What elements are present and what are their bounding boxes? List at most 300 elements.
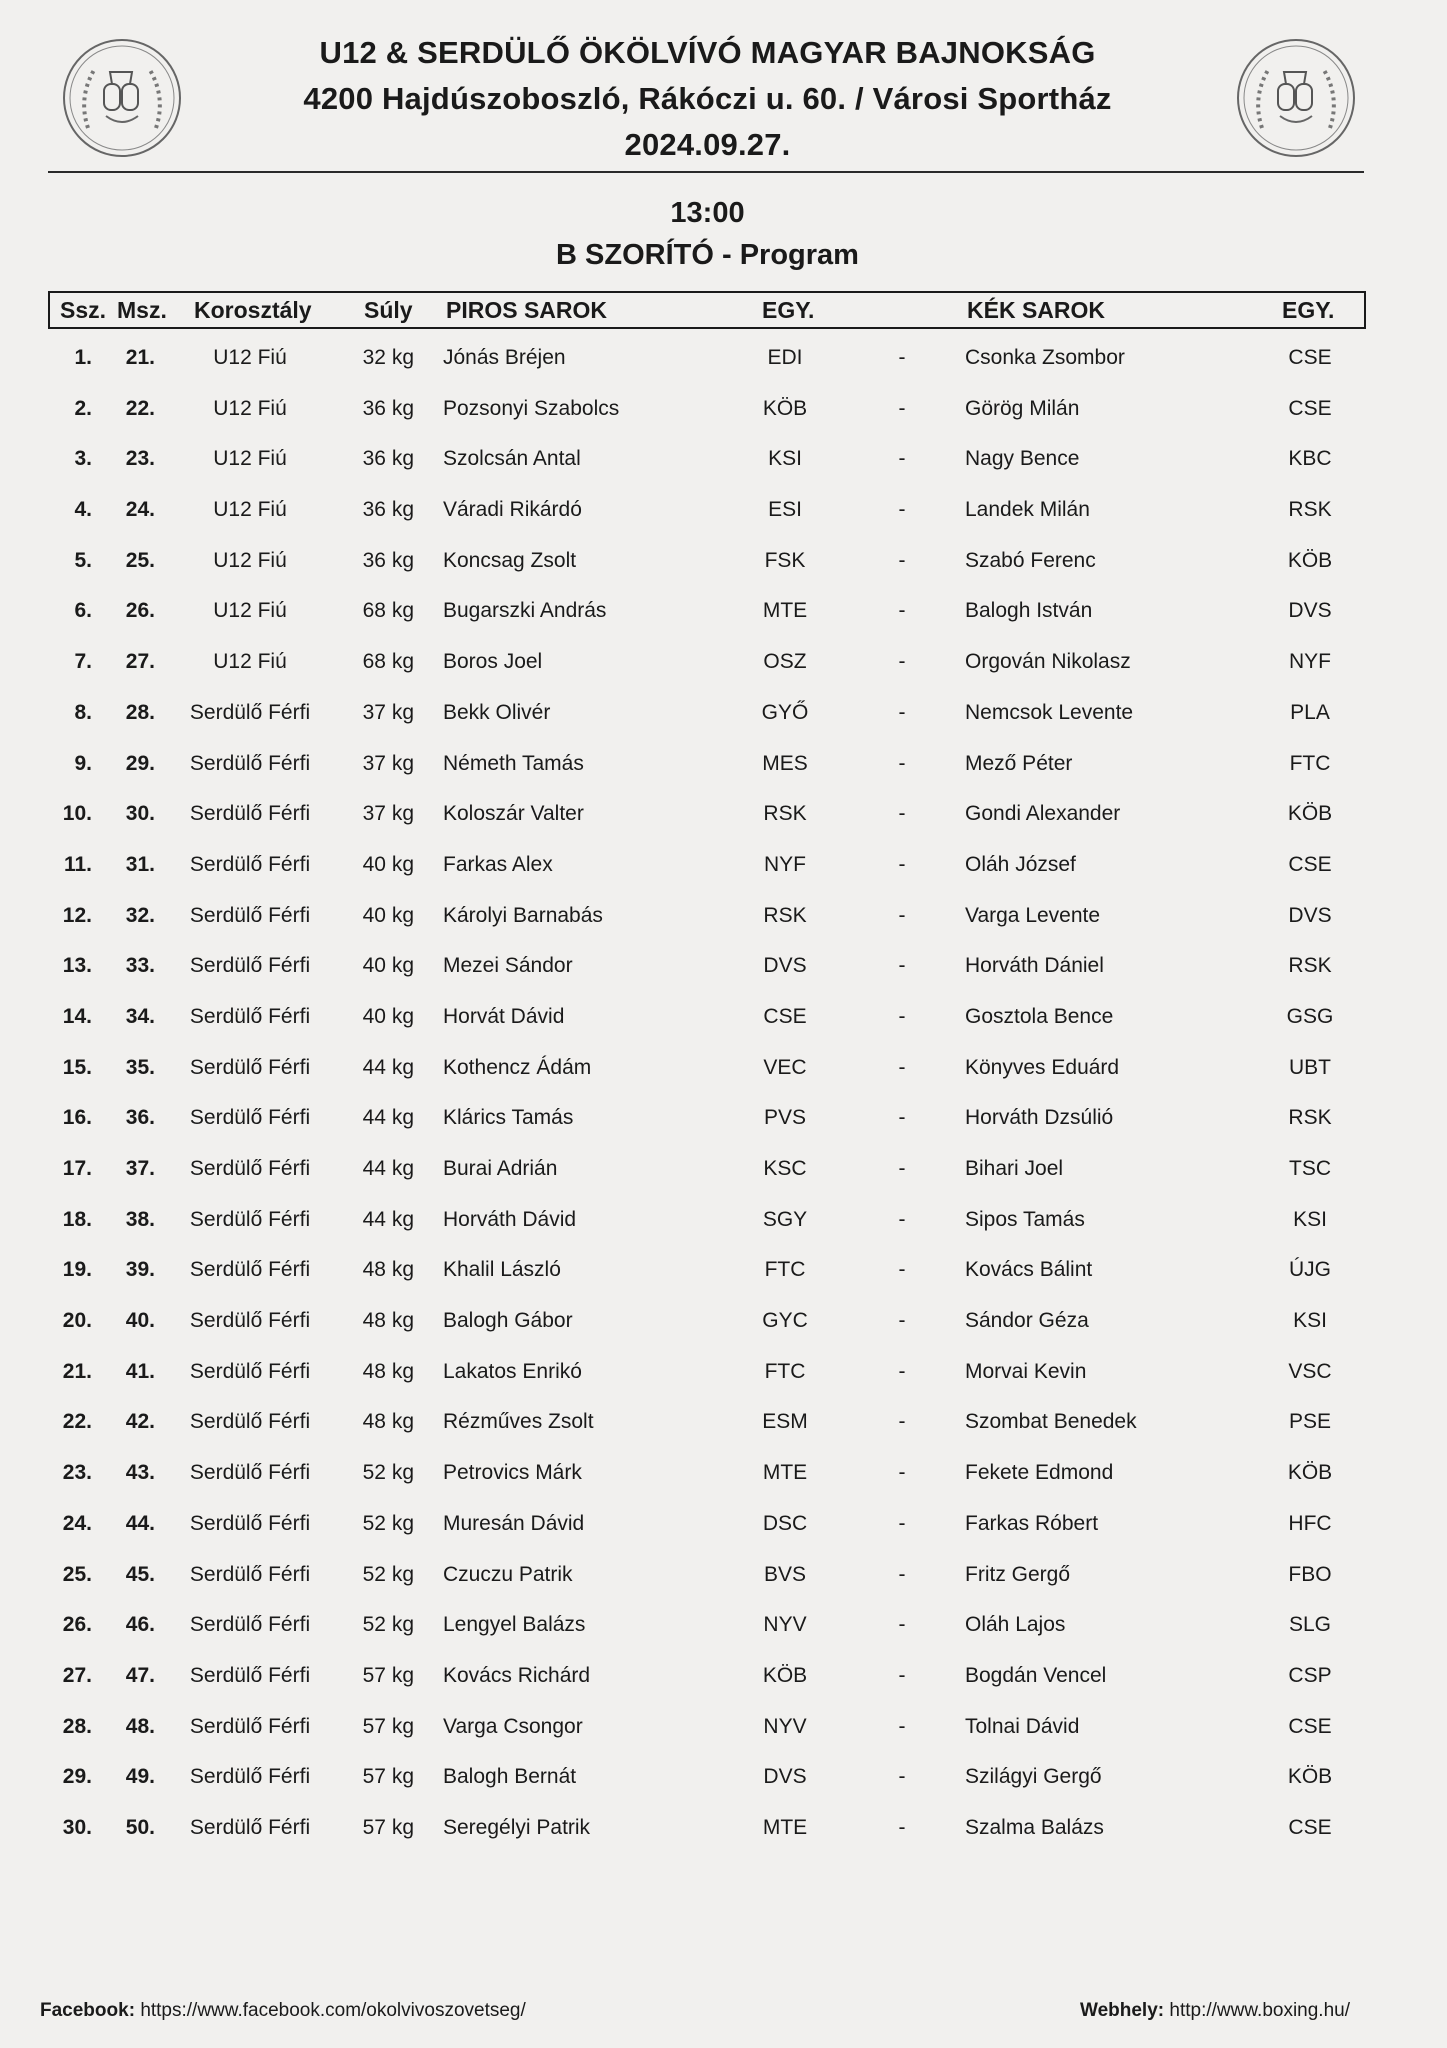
match-number: 41. [125,1359,155,1383]
bout-row [0,1296,1447,1347]
championship-title: U12 & SERDÜLŐ ÖKÖLVÍVÓ MAGYAR BAJNOKSÁG [319,35,1096,70]
match-number: 24. [125,498,155,522]
weight-class: 40 kg [362,852,414,876]
red-corner-boxer: Szolcsán Antal [443,447,581,471]
bout-list [0,333,1447,1854]
bout-row [0,1397,1447,1448]
age-group: Serdülő Férfi [189,1055,311,1079]
weight-class: 32 kg [362,346,414,369]
bout-number: 23. [62,1461,92,1485]
versus-separator: - [898,548,906,572]
weight-class: 52 kg [362,1511,414,1535]
weight-class: 44 kg [362,1157,414,1180]
weight-class: 44 kg [362,1106,414,1130]
bout-row [0,992,1447,1043]
bout-number: 7. [74,650,92,674]
versus-separator: - [898,700,906,724]
bout-number: 11. [63,852,92,876]
versus-separator: - [898,751,906,775]
red-corner-boxer: Koncsag Zsolt [443,548,577,572]
red-corner-club: KSI [768,447,802,471]
weight-class: 40 kg [362,903,414,927]
bout-number: 20. [62,1309,92,1333]
match-number: 48. [125,1714,155,1738]
col-msz: Msz. [117,297,167,323]
bout-number: 15. [62,1055,92,1079]
weight-class: 37 kg [362,700,414,724]
red-corner-boxer: Lengyel Balázs [443,1613,586,1637]
match-number: 33. [125,954,155,978]
versus-separator: - [898,1663,906,1687]
bout-number: 29. [62,1765,92,1789]
versus-separator: - [898,852,906,876]
weight-class: 48 kg [362,1258,414,1282]
bout-row [0,1651,1447,1702]
blue-corner-club: KÖB [1287,548,1333,572]
red-corner-boxer: Jónás Bréjen [443,346,566,369]
bout-number: 28. [62,1714,92,1738]
red-corner-boxer: Bekk Olivér [443,700,551,724]
weight-class: 57 kg [362,1663,414,1687]
blue-corner-club: KÖB [1287,1765,1333,1789]
red-corner-club: MTE [762,1815,808,1839]
red-corner-boxer: Kovács Richárd [443,1663,591,1687]
match-number: 38. [125,1207,155,1231]
blue-corner-club: KBC [1288,447,1332,471]
red-corner-boxer: Bugarszki András [443,599,607,623]
age-group: Serdülő Férfi [189,1410,311,1434]
age-group: Serdülő Férfi [189,1309,311,1333]
bout-row [0,1347,1447,1398]
red-corner-boxer: Burai Adrián [443,1157,558,1180]
blue-corner-boxer: Szombat Benedek [965,1410,1137,1434]
federation-seal-icon [60,36,184,160]
bout-row [0,1600,1447,1651]
blue-corner-boxer: Szabó Ferenc [965,548,1096,572]
blue-corner-boxer: Varga Levente [965,903,1101,927]
red-corner-boxer: Seregélyi Patrik [443,1815,591,1839]
red-corner-boxer: Horváth Dávid [443,1207,577,1231]
red-corner-boxer: Varga Csongor [443,1714,583,1738]
blue-corner-boxer: Oláh Lajos [965,1613,1066,1637]
match-number: 30. [125,802,155,826]
versus-separator: - [898,1815,906,1839]
versus-separator: - [898,498,906,522]
red-corner-boxer: Farkas Alex [443,852,553,876]
age-group: Serdülő Férfi [189,903,311,927]
red-corner-club: KÖB [762,396,808,420]
bout-number: 10. [62,802,92,826]
bout-number: 1. [74,346,92,369]
versus-separator: - [898,650,906,674]
match-number: 50. [125,1815,155,1839]
versus-separator: - [898,1461,906,1485]
red-corner-club: BVS [763,1562,807,1586]
blue-corner-club: CSE [1288,852,1332,876]
red-corner-club: MES [762,751,808,775]
blue-corner-boxer: Szilágyi Gergő [965,1765,1102,1789]
age-group: Serdülő Férfi [189,1258,311,1282]
match-number: 25. [125,548,155,572]
blue-corner-boxer: Fekete Edmond [965,1461,1114,1485]
match-number: 36. [125,1106,155,1130]
weight-class: 68 kg [362,599,414,623]
match-number: 47. [125,1663,155,1687]
versus-separator: - [898,1511,906,1535]
bout-row [0,1043,1447,1094]
bout-number: 2. [74,396,92,420]
red-corner-club: NYV [763,1714,807,1738]
bout-row [0,1550,1447,1601]
red-corner-boxer: Németh Tamás [443,751,584,775]
red-corner-club: KÖB [762,1663,808,1687]
blue-corner-club: CSE [1288,346,1332,369]
facebook-label: Facebook: [40,2000,136,2021]
red-corner-boxer: Károlyi Barnabás [443,903,603,927]
match-number: 28. [125,700,155,724]
red-corner-club: OSZ [763,650,807,674]
blue-corner-boxer: Orgován Nikolasz [965,650,1131,674]
match-number: 37. [125,1157,155,1180]
age-group: U12 Fiú [213,599,287,623]
col-age: Korosztály [194,297,312,323]
blue-corner-club: DVS [1288,599,1332,623]
versus-separator: - [898,447,906,471]
federation-seal-icon [1234,36,1358,160]
match-number: 44. [125,1511,155,1535]
blue-corner-boxer: Kovács Bálint [965,1258,1093,1282]
bout-row [0,840,1447,891]
versus-separator: - [898,346,906,369]
red-corner-club: FTC [764,1258,806,1282]
weight-class: 57 kg [362,1815,414,1839]
weight-class: 40 kg [362,1004,414,1028]
bout-number: 19. [62,1258,92,1282]
age-group: Serdülő Férfi [189,1461,311,1485]
bout-row [0,1195,1447,1246]
blue-corner-club: CSE [1288,1815,1332,1839]
bout-number: 30. [62,1815,92,1839]
footer-website [1080,2000,1350,2022]
blue-corner-boxer: Nemcsok Levente [965,700,1134,724]
bout-row [0,485,1447,536]
blue-corner-club: PSE [1288,1410,1332,1434]
red-corner-club: FSK [764,548,806,572]
bout-row [0,688,1447,739]
red-corner-boxer: Horvát Dávid [443,1004,565,1028]
versus-separator: - [898,396,906,420]
age-group: U12 Fiú [213,396,287,420]
blue-corner-boxer: Nagy Bence [965,447,1080,471]
versus-separator: - [898,1613,906,1637]
age-group: Serdülő Férfi [189,852,311,876]
red-corner-boxer: Lakatos Enrikó [443,1359,582,1383]
red-corner-club: RSK [763,903,807,927]
match-number: 22. [125,396,155,420]
blue-corner-club: CSE [1288,396,1332,420]
match-number: 39. [125,1258,155,1282]
blue-corner-club: KÖB [1287,802,1333,826]
website-label: Webhely: [1080,2000,1165,2021]
red-corner-boxer: Váradi Rikárdó [443,498,582,522]
versus-separator: - [898,1055,906,1079]
age-group: Serdülő Férfi [189,1511,311,1535]
age-group: Serdülő Férfi [189,1157,311,1180]
bout-number: 8. [74,700,92,724]
bout-number: 13. [62,954,92,978]
versus-separator: - [898,1106,906,1130]
col-weight: Súly [364,297,413,323]
blue-corner-boxer: Csonka Zsombor [965,346,1125,369]
blue-corner-club: KSI [1293,1309,1327,1333]
match-number: 31. [125,852,155,876]
red-corner-club: DSC [762,1511,808,1535]
blue-corner-club: CSP [1288,1663,1332,1687]
red-corner-boxer: Muresán Dávid [443,1511,585,1535]
bout-row [0,1702,1447,1753]
red-corner-boxer: Boros Joel [443,650,543,674]
versus-separator: - [898,1359,906,1383]
blue-corner-club: FTC [1289,751,1331,775]
header-divider [48,171,1364,173]
match-number: 34. [125,1004,155,1028]
bout-row [0,1448,1447,1499]
bout-row [0,333,1447,384]
red-corner-club: MTE [762,1461,808,1485]
bout-row [0,384,1447,435]
red-corner-club: MTE [762,599,808,623]
red-corner-club: PVS [763,1106,807,1130]
bout-number: 9. [74,751,92,775]
red-corner-club: GYŐ [761,700,809,724]
weight-class: 37 kg [362,751,414,775]
red-corner-boxer: Klárics Tamás [443,1106,574,1130]
bout-number: 12. [62,903,92,927]
bout-row [0,1245,1447,1296]
blue-corner-boxer: Tolnai Dávid [965,1714,1080,1738]
blue-corner-club: GSG [1286,1004,1334,1028]
red-corner-boxer: Khalil László [443,1258,561,1282]
bout-number: 18. [62,1207,92,1231]
match-number: 21. [125,346,155,369]
match-number: 42. [125,1410,155,1434]
match-number: 43. [125,1461,155,1485]
versus-separator: - [898,1562,906,1586]
col-blue-corner: KÉK SAROK [967,297,1106,323]
col-ssz: Ssz. [60,297,107,323]
venue-address: 4200 Hajdúszoboszló, Rákóczi u. 60. / Városi Sportház [303,81,1112,116]
age-group: Serdülő Férfi [189,954,311,978]
red-corner-boxer: Kothencz Ádám [443,1055,592,1079]
match-number: 23. [125,447,155,471]
bout-number: 22. [62,1410,92,1434]
versus-separator: - [898,1004,906,1028]
blue-corner-club: FBO [1288,1562,1332,1586]
blue-corner-boxer: Könyves Eduárd [965,1055,1120,1079]
bout-row [0,941,1447,992]
match-number: 49. [125,1765,155,1789]
blue-corner-boxer: Gosztola Bence [965,1004,1114,1028]
website-link[interactable]: http://www.boxing.hu/ [1169,2000,1350,2021]
bout-row [0,434,1447,485]
col-red-club: EGY. [762,297,815,323]
blue-corner-club: KÖB [1287,1461,1333,1485]
match-number: 35. [125,1055,155,1079]
document-header [200,30,1215,168]
blue-corner-boxer: Balogh István [965,599,1093,623]
col-red-corner: PIROS SAROK [446,297,608,323]
red-corner-boxer: Koloszár Valter [443,802,584,826]
age-group: Serdülő Férfi [189,1613,311,1637]
blue-corner-boxer: Bihari Joel [965,1157,1064,1180]
age-group: Serdülő Férfi [189,1004,311,1028]
bout-number: 3. [74,447,92,471]
red-corner-boxer: Balogh Gábor [443,1309,573,1333]
red-corner-boxer: Mezei Sándor [443,954,573,978]
age-group: Serdülő Férfi [189,1815,311,1839]
bout-number: 14. [62,1004,92,1028]
bout-row [0,1752,1447,1803]
blue-corner-club: RSK [1288,498,1332,522]
blue-corner-club: UBT [1289,1055,1331,1079]
session-time: 13:00 [670,197,745,229]
versus-separator: - [898,1765,906,1789]
bout-row [0,637,1447,688]
age-group: U12 Fiú [213,447,287,471]
red-corner-club: FTC [764,1359,806,1383]
weight-class: 52 kg [362,1613,414,1637]
bout-row [0,586,1447,637]
bout-number: 17. [62,1157,92,1180]
versus-separator: - [898,1258,906,1282]
blue-corner-boxer: Horváth Dániel [965,954,1104,978]
blue-corner-boxer: Farkas Róbert [965,1511,1099,1535]
bout-number: 4. [74,498,92,522]
match-number: 32. [125,903,155,927]
blue-corner-boxer: Gondi Alexander [965,802,1121,826]
blue-corner-boxer: Oláh József [965,852,1076,876]
red-corner-boxer: Petrovics Márk [443,1461,582,1485]
weight-class: 44 kg [362,1207,414,1231]
bout-row [0,1499,1447,1550]
bout-row [0,1144,1447,1195]
blue-corner-boxer: Görög Milán [965,396,1080,420]
blue-corner-boxer: Szalma Balázs [965,1815,1104,1839]
col-blue-club: EGY. [1282,297,1335,323]
table-header [48,291,1366,329]
red-corner-club: EDI [767,346,803,369]
red-corner-club: CSE [763,1004,807,1028]
match-number: 46. [125,1613,155,1637]
event-date: 2024.09.27. [624,127,791,162]
weight-class: 52 kg [362,1461,414,1485]
age-group: U12 Fiú [213,650,287,674]
bout-row [0,891,1447,942]
facebook-link[interactable]: https://www.facebook.com/okolvivoszovetseg/ [140,2000,526,2021]
match-number: 40. [125,1309,155,1333]
weight-class: 68 kg [362,650,414,674]
blue-corner-club: SLG [1288,1613,1332,1637]
bout-row [0,1803,1447,1854]
blue-corner-boxer: Bogdán Vencel [965,1663,1107,1687]
age-group: Serdülő Férfi [189,1359,311,1383]
blue-corner-boxer: Sipos Tamás [965,1207,1085,1231]
blue-corner-club: KSI [1293,1207,1327,1231]
versus-separator: - [898,802,906,826]
session-title: B SZORÍTÓ - Program [556,239,859,271]
versus-separator: - [898,1157,906,1180]
weight-class: 52 kg [362,1562,414,1586]
versus-separator: - [898,1410,906,1434]
versus-separator: - [898,954,906,978]
match-number: 26. [125,599,155,623]
blue-corner-boxer: Fritz Gergő [965,1562,1071,1586]
red-corner-club: ESM [762,1410,808,1434]
age-group: Serdülő Férfi [189,1714,311,1738]
red-corner-club: RSK [763,802,807,826]
red-corner-boxer: Rézműves Zsolt [443,1410,594,1434]
weight-class: 37 kg [362,802,414,826]
versus-separator: - [898,903,906,927]
weight-class: 48 kg [362,1410,414,1434]
blue-corner-boxer: Landek Milán [965,498,1090,522]
age-group: Serdülő Férfi [189,1765,311,1789]
match-number: 27. [125,650,155,674]
age-group: Serdülő Férfi [189,802,311,826]
weight-class: 57 kg [362,1714,414,1738]
age-group: Serdülő Férfi [189,1207,311,1231]
age-group: Serdülő Férfi [189,700,311,724]
red-corner-club: DVS [763,954,807,978]
bout-number: 5. [74,548,92,572]
versus-separator: - [898,1714,906,1738]
red-corner-club: NYV [763,1613,807,1637]
blue-corner-club: DVS [1288,903,1332,927]
red-corner-club: KSC [763,1157,807,1180]
weight-class: 48 kg [362,1359,414,1383]
blue-corner-boxer: Mező Péter [965,751,1073,775]
red-corner-boxer: Pozsonyi Szabolcs [443,396,620,420]
age-group: Serdülő Férfi [189,1663,311,1687]
weight-class: 36 kg [362,548,414,572]
blue-corner-club: CSE [1288,1714,1332,1738]
weight-class: 36 kg [362,498,414,522]
red-corner-club: DVS [763,1765,807,1789]
bout-number: 6. [74,599,92,623]
blue-corner-club: ÚJG [1289,1258,1331,1282]
red-corner-boxer: Czuczu Patrik [443,1562,573,1586]
blue-corner-club: HFC [1288,1511,1332,1535]
versus-separator: - [898,1309,906,1333]
blue-corner-club: RSK [1288,954,1332,978]
weight-class: 44 kg [362,1055,414,1079]
weight-class: 40 kg [362,954,414,978]
red-corner-club: VEC [763,1055,807,1079]
session-header [200,192,1215,276]
blue-corner-club: TSC [1289,1157,1331,1180]
age-group: Serdülő Férfi [189,1106,311,1130]
bout-number: 24. [62,1511,92,1535]
bout-row [0,739,1447,790]
match-number: 29. [125,751,155,775]
versus-separator: - [898,599,906,623]
versus-separator: - [898,1207,906,1231]
blue-corner-boxer: Morvai Kevin [965,1359,1087,1383]
match-number: 45. [125,1562,155,1586]
bout-number: 25. [62,1562,92,1586]
red-corner-club: ESI [768,498,802,522]
red-corner-club: SGY [762,1207,808,1231]
